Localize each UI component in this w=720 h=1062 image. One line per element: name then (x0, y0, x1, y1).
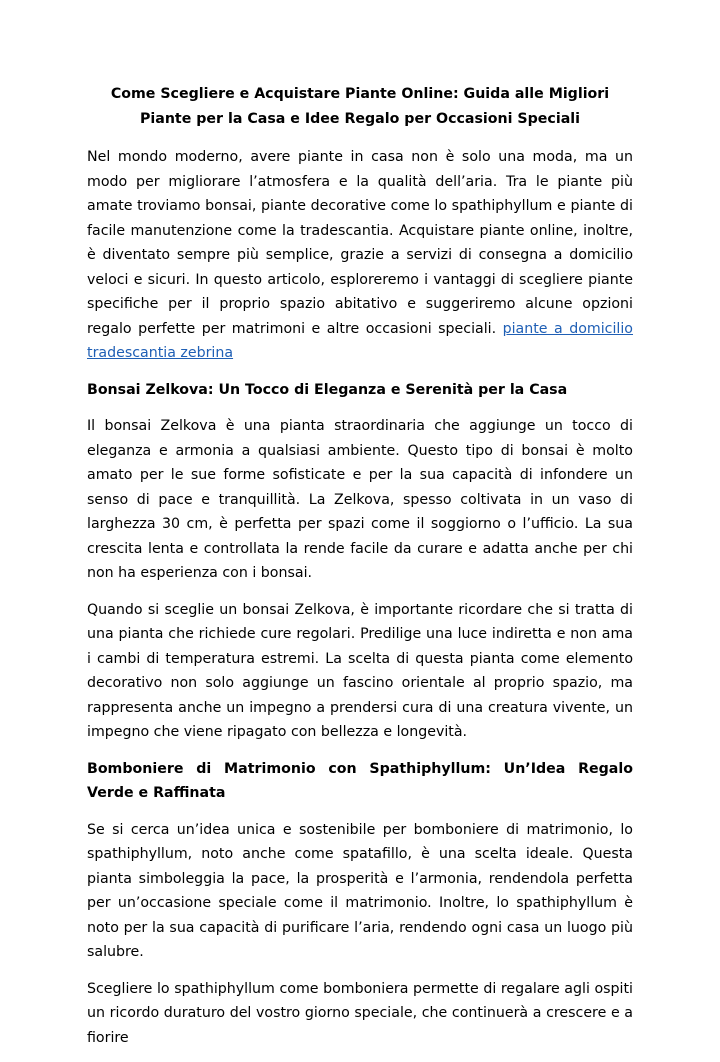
intro-text: Nel mondo moderno, avere piante in casa non è solo una moda, ma un modo per migliorare l’atmosfera e la qualità dell’aria. Tra le piante più amate troviamo bonsai, piante decorative come lo spathiphyllum e piante di facile manutenzione come la tradescantia. Acquistare piante online, inoltre, è diventato sempre più semplice, grazie a servizi di consegna a domicilio veloci e sicuri. In questo articolo, esploreremo i vantaggi di scegliere piante specifiche per il proprio spazio abitativo e suggeriremo alcune opzioni regalo perfette per matrimoni e altre occasioni speciali. (87, 149, 633, 337)
section-bonsai-paragraph-2: Quando si sceglie un bonsai Zelkova, è importante ricordare che si tratta di una pianta che richiede cure regolari. Predilige una luce indiretta e non ama i cambi di temperatura estremi. La scelta di questa pianta come elemento decorativo non solo aggiunge un fascino orientale al proprio spazio, ma rappresenta anche un impegno a prendersi cura di una creatura vivente, un impegno che viene ripagato con bellezza e longevità. (87, 601, 633, 740)
intro-paragraph (87, 145, 633, 366)
section-heading-bomboniere: Bomboniere di Matrimonio con Spathiphyllum: Un’Idea Regalo Verde e Raffinata (87, 760, 633, 801)
document-page (87, 82, 633, 1062)
section-bonsai-paragraph-1: Il bonsai Zelkova è una pianta straordinaria che aggiunge un tocco di eleganza e armonia a qualsiasi ambiente. Questo tipo di bonsai è molto amato per le sue forme sofisticate e per la sua capacità di infondere un senso di pace e tranquillità. La Zelkova, spesso coltivata in un vaso di larghezza 30 cm, è perfetta per spazi come il soggiorno o l’ufficio. La sua crescita lenta e controllata la rende facile da curare e adatta anche per chi non ha esperienza con i bonsai. (87, 418, 633, 581)
intro-link[interactable]: piante a domicilio tradescantia zebrina (87, 320, 633, 361)
document-title: Come Scegliere e Acquistare Piante Online: Guida alle Migliori Piante per la Casa e Idee Regalo per Occasioni Speciali (110, 86, 610, 127)
section-bomboniere-paragraph-2: Scegliere lo spathiphyllum come bomboniera permette di regalare agli ospiti un ricordo duraturo del vostro giorno speciale, che continuerà a crescere e a fiorire (87, 980, 633, 1046)
section-bomboniere-paragraph-1: Se si cerca un’idea unica e sostenibile per bomboniere di matrimonio, lo spathiphyllum, noto anche come spatafillo, è una scelta ideale. Questa pianta simboleggia la pace, la prosperità e l’armonia, rendendola perfetta per un’occasione speciale come il matrimonio. Inoltre, lo spathiphyllum è noto per la sua capacità di purificare l’aria, rendendo ogni casa un luogo più salubre. (87, 821, 633, 960)
section-heading-bonsai: Bonsai Zelkova: Un Tocco di Eleganza e Serenità per la Casa (87, 381, 568, 398)
